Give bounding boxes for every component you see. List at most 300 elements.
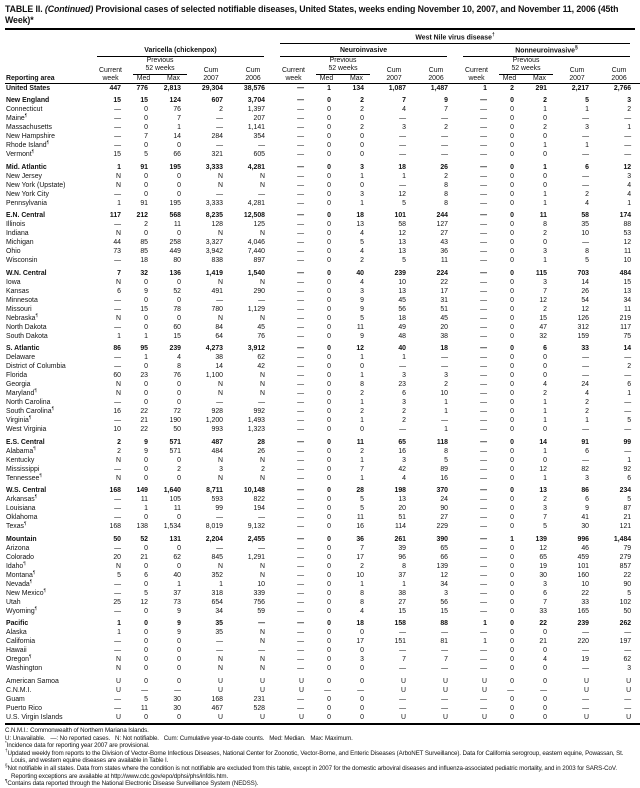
value-cell: N bbox=[260, 638, 265, 646]
value-cell: 5 bbox=[360, 239, 364, 247]
value-cell: 5 bbox=[360, 314, 364, 322]
value-cell: 0 bbox=[327, 465, 331, 473]
value-cell: 0 bbox=[177, 638, 181, 646]
value-cell: — bbox=[480, 323, 487, 331]
reporting-area-cell: Delaware bbox=[6, 354, 36, 362]
value-cell: 1,129 bbox=[247, 305, 265, 313]
previous-label: Previous bbox=[512, 57, 540, 64]
value-cell: 3 bbox=[402, 456, 406, 464]
value-cell: — bbox=[441, 115, 448, 123]
value-cell: 7 bbox=[543, 514, 547, 522]
value-cell: 2 bbox=[402, 408, 406, 416]
value-cell: — bbox=[480, 474, 487, 482]
value-cell: — bbox=[216, 647, 223, 655]
value-cell: 18 bbox=[140, 257, 148, 265]
value-cell: 14 bbox=[215, 363, 223, 371]
value-cell: 0 bbox=[327, 115, 331, 123]
value-cell: 1 bbox=[585, 417, 589, 425]
value-cell: 9 bbox=[144, 287, 148, 295]
value-cell: 234 bbox=[619, 487, 632, 495]
value-cell: 20 bbox=[113, 553, 121, 561]
value-cell: — bbox=[582, 181, 589, 189]
value-cell: — bbox=[297, 399, 304, 407]
value-cell: 0 bbox=[510, 257, 514, 265]
value-cell: 7,440 bbox=[247, 248, 265, 256]
table-row bbox=[5, 354, 640, 363]
value-cell: 9 bbox=[177, 607, 181, 615]
spacer bbox=[5, 31, 274, 44]
value-cell: 0 bbox=[327, 447, 331, 455]
value-cell: 780 bbox=[211, 305, 223, 313]
value-cell: 3 bbox=[627, 172, 632, 180]
value-cell: — bbox=[357, 686, 364, 694]
value-cell: 18 bbox=[398, 163, 406, 171]
value-cell: — bbox=[480, 514, 487, 522]
value-cell: 1,484 bbox=[613, 535, 632, 543]
value-cell: — bbox=[480, 332, 487, 340]
value-cell: 220 bbox=[577, 638, 589, 646]
table-row bbox=[5, 115, 640, 124]
value-cell: 18 bbox=[356, 620, 364, 628]
value-cell: 0 bbox=[327, 106, 331, 114]
value-cell: 38 bbox=[440, 332, 448, 340]
value-cell: 75 bbox=[623, 332, 632, 340]
value-cell: 0 bbox=[327, 695, 331, 703]
value-cell: 0 bbox=[144, 115, 148, 123]
value-cell: — bbox=[480, 278, 487, 286]
reporting-area-cell: S. Atlantic bbox=[6, 345, 40, 353]
value-cell: 1 bbox=[117, 163, 121, 171]
value-cell: 0 bbox=[510, 638, 514, 646]
value-cell: 6 bbox=[402, 390, 406, 398]
value-cell: 14 bbox=[623, 345, 632, 353]
value-cell: 1 bbox=[117, 332, 121, 340]
value-cell: 14 bbox=[539, 438, 547, 446]
value-cell: 928 bbox=[211, 408, 223, 416]
value-cell: 7 bbox=[360, 544, 364, 552]
value-cell: 15 bbox=[398, 607, 406, 615]
value-cell: — bbox=[480, 426, 487, 434]
value-cell: 1 bbox=[402, 354, 406, 362]
value-cell: 0 bbox=[177, 278, 181, 286]
value-cell: — bbox=[297, 181, 304, 189]
value-cell: 5 bbox=[543, 523, 547, 531]
value-cell: 2 bbox=[219, 106, 223, 114]
value-cell: 7 bbox=[402, 97, 406, 105]
value-cell: 5 bbox=[117, 571, 121, 579]
value-cell: U bbox=[584, 686, 589, 694]
value-cell: 224 bbox=[436, 269, 448, 277]
reporting-area-cell: Virginia¶ bbox=[6, 414, 32, 425]
value-cell: 117 bbox=[620, 323, 632, 331]
value-cell: 1 bbox=[627, 199, 632, 207]
wnv-group-label: West Nile virus disease bbox=[415, 34, 492, 42]
value-cell: 9 bbox=[360, 332, 364, 340]
table-row bbox=[5, 523, 640, 532]
value-cell: U bbox=[584, 677, 589, 685]
reporting-area-cell: E.N. Central bbox=[6, 212, 46, 220]
value-cell: 136 bbox=[169, 269, 181, 277]
value-cell: 1 bbox=[402, 172, 406, 180]
value-cell: 21 bbox=[623, 514, 632, 522]
value-cell: 0 bbox=[510, 363, 514, 371]
value-cell: 19 bbox=[539, 562, 547, 570]
value-cell: 51 bbox=[398, 514, 406, 522]
value-cell: 0 bbox=[327, 487, 331, 495]
cum-label: Cum bbox=[569, 66, 585, 74]
value-cell: 1,291 bbox=[247, 553, 265, 561]
footnote-asterisk: *Incidence data for reporting year 2007 are provisional. bbox=[5, 740, 150, 750]
spacer bbox=[91, 57, 130, 65]
nonneuroinvasive-group-header: Nonneuroinvasive§ bbox=[457, 44, 640, 57]
value-cell: 24 bbox=[581, 381, 589, 389]
value-cell: — bbox=[297, 426, 304, 434]
value-cell: 0 bbox=[510, 230, 514, 238]
value-cell: 3 bbox=[360, 656, 364, 664]
value-cell: 1 bbox=[177, 580, 181, 588]
value-cell: — bbox=[399, 629, 406, 637]
value-cell: 0 bbox=[510, 426, 514, 434]
table-row bbox=[5, 674, 640, 687]
value-cell: 1 bbox=[543, 399, 547, 407]
value-cell: 3 bbox=[585, 124, 589, 132]
table-row bbox=[5, 589, 640, 598]
value-cell: — bbox=[480, 456, 487, 464]
value-cell: 3 bbox=[543, 580, 547, 588]
value-cell: — bbox=[624, 142, 632, 150]
reporting-area-cell: Tennessee¶ bbox=[6, 472, 42, 482]
value-cell: U bbox=[626, 677, 632, 685]
value-cell: 47 bbox=[539, 323, 547, 331]
value-cell: 11 bbox=[440, 257, 448, 265]
value-cell: — bbox=[480, 142, 487, 150]
spacer bbox=[598, 57, 640, 65]
table-body bbox=[5, 84, 640, 725]
cum-label: Cum bbox=[611, 66, 627, 74]
value-cell: 62 bbox=[257, 354, 265, 362]
value-cell: 3 bbox=[543, 248, 547, 256]
reporting-area-cell: Pacific bbox=[6, 620, 29, 628]
value-cell: 996 bbox=[577, 535, 589, 543]
previous-label: Previous bbox=[146, 57, 174, 64]
value-cell: 22 bbox=[440, 278, 448, 286]
value-cell: 33 bbox=[539, 607, 547, 615]
value-cell: — bbox=[297, 607, 304, 615]
value-cell: 897 bbox=[253, 257, 265, 265]
value-cell: 52 bbox=[173, 287, 181, 295]
value-cell: 12 bbox=[398, 190, 406, 198]
reporting-area-cell: Kansas bbox=[6, 287, 29, 295]
value-cell: 0 bbox=[510, 221, 514, 229]
value-cell: — bbox=[480, 221, 487, 229]
value-cell: 50 bbox=[113, 535, 121, 543]
value-cell: 3 bbox=[627, 97, 632, 105]
value-cell: 195 bbox=[169, 163, 181, 171]
value-cell: 7 bbox=[144, 133, 148, 141]
value-cell: 2 bbox=[543, 97, 547, 105]
reporting-area-cell: Vermont¶ bbox=[6, 148, 35, 159]
value-cell: 138 bbox=[136, 523, 148, 531]
value-cell: — bbox=[216, 124, 223, 132]
region-total-row bbox=[5, 435, 640, 448]
value-cell: N bbox=[116, 181, 121, 189]
value-cell: 0 bbox=[510, 323, 514, 331]
value-cell: — bbox=[258, 296, 265, 304]
reporting-area-cell: New York (Upstate) bbox=[6, 181, 66, 189]
value-cell: 279 bbox=[619, 553, 632, 561]
value-cell: 1 bbox=[585, 106, 589, 114]
footnotes bbox=[5, 727, 635, 788]
value-cell: N bbox=[260, 314, 265, 322]
value-cell: 139 bbox=[535, 535, 547, 543]
value-cell: 484 bbox=[619, 269, 632, 277]
value-cell: — bbox=[297, 314, 304, 322]
table-row bbox=[5, 314, 640, 323]
value-cell: — bbox=[480, 505, 487, 513]
value-cell: 59 bbox=[257, 607, 265, 615]
value-cell: 158 bbox=[394, 620, 406, 628]
value-cell: 1 bbox=[360, 474, 364, 482]
value-cell: 60 bbox=[113, 372, 121, 380]
value-cell: 58 bbox=[581, 212, 589, 220]
value-cell: N bbox=[116, 656, 121, 664]
value-cell: 33 bbox=[581, 598, 589, 606]
value-cell: 459 bbox=[577, 553, 589, 561]
value-cell: — bbox=[297, 665, 304, 673]
table-header bbox=[5, 31, 640, 84]
table-title-rest: Provisional cases of selected notifiable diseases, United States, weeks ending November 10, 2007, and November 11, 2006 (45th Week)* bbox=[5, 4, 619, 25]
value-cell: U bbox=[218, 677, 223, 685]
value-cell: 4 bbox=[402, 474, 406, 482]
reporting-area-cell: West Virginia bbox=[6, 426, 47, 434]
value-cell: 0 bbox=[510, 496, 514, 504]
value-cell: N bbox=[116, 381, 121, 389]
value-cell: 46 bbox=[581, 544, 589, 552]
value-cell: — bbox=[480, 665, 487, 673]
value-cell: 0 bbox=[360, 142, 364, 150]
value-cell: 14 bbox=[173, 133, 181, 141]
value-cell: U bbox=[232, 713, 274, 724]
value-cell: — bbox=[441, 417, 448, 425]
value-cell: 7 bbox=[444, 106, 448, 114]
value-cell: — bbox=[297, 553, 304, 561]
value-cell: 2,813 bbox=[163, 84, 181, 92]
value-cell: N bbox=[260, 562, 265, 570]
value-cell: 0 bbox=[510, 456, 514, 464]
value-cell: 4 bbox=[543, 656, 547, 664]
value-cell: 53 bbox=[623, 230, 632, 238]
table-row bbox=[5, 363, 640, 372]
value-cell: 0 bbox=[327, 230, 331, 238]
value-cell: — bbox=[297, 287, 304, 295]
value-cell: 2 bbox=[543, 390, 547, 398]
value-cell: 0 bbox=[510, 647, 514, 655]
value-cell: 10 bbox=[257, 580, 265, 588]
year-2006-label: 2006 bbox=[598, 75, 640, 84]
value-cell: 0 bbox=[327, 142, 331, 150]
value-cell: 5 bbox=[627, 589, 632, 597]
value-cell: 0 bbox=[327, 562, 331, 570]
value-cell: N bbox=[260, 372, 265, 380]
value-cell: 115 bbox=[535, 269, 547, 277]
value-cell: 42 bbox=[257, 363, 265, 371]
table-row bbox=[5, 426, 640, 435]
value-cell: 17 bbox=[356, 638, 364, 646]
value-cell: — bbox=[399, 426, 406, 434]
value-cell: 568 bbox=[169, 212, 181, 220]
value-cell: 18 bbox=[398, 314, 406, 322]
value-cell: 0 bbox=[177, 456, 181, 464]
value-cell: 1 bbox=[627, 124, 632, 132]
value-cell: 0 bbox=[177, 677, 181, 685]
value-cell: 312 bbox=[577, 323, 589, 331]
value-cell: — bbox=[297, 345, 304, 353]
value-cell: 5 bbox=[402, 257, 406, 265]
value-cell: — bbox=[324, 686, 331, 694]
value-cell: — bbox=[480, 399, 487, 407]
value-cell: 36 bbox=[440, 248, 448, 256]
value-cell: — bbox=[480, 124, 487, 132]
value-cell: 4 bbox=[543, 381, 547, 389]
value-cell: — bbox=[297, 496, 304, 504]
value-cell: 38,576 bbox=[243, 84, 265, 92]
value-cell: N bbox=[260, 474, 265, 482]
value-cell: 8 bbox=[177, 363, 181, 371]
value-cell: 8,235 bbox=[205, 212, 223, 220]
table-row bbox=[5, 656, 640, 665]
value-cell: — bbox=[114, 704, 121, 712]
table-row bbox=[5, 447, 640, 456]
value-cell: 58 bbox=[398, 221, 406, 229]
value-cell: 0 bbox=[543, 354, 547, 362]
value-cell: N bbox=[218, 381, 223, 389]
value-cell: — bbox=[258, 514, 265, 522]
value-cell: 0 bbox=[327, 571, 331, 579]
value-cell: — bbox=[582, 629, 589, 637]
value-cell: 3 bbox=[360, 190, 364, 198]
value-cell: 87 bbox=[623, 505, 632, 513]
value-cell: 9 bbox=[360, 296, 364, 304]
spacer bbox=[415, 57, 457, 65]
value-cell: 2 bbox=[117, 438, 121, 446]
value-cell: 0 bbox=[360, 695, 364, 703]
value-cell: — bbox=[480, 97, 487, 105]
footnote-pilcrow: ¶Contains data reported through the National Electronic Disease Surveillance System (NEDSS). bbox=[5, 778, 259, 788]
value-cell: — bbox=[216, 514, 223, 522]
value-cell: 62 bbox=[173, 553, 181, 561]
value-cell: 3,704 bbox=[247, 97, 265, 105]
region-total-row bbox=[5, 341, 640, 354]
value-cell: — bbox=[114, 305, 121, 313]
value-cell: — bbox=[624, 133, 632, 141]
value-cell: 15 bbox=[140, 97, 148, 105]
value-cell: — bbox=[480, 381, 487, 389]
value-cell: 36 bbox=[356, 535, 364, 543]
value-cell: 13 bbox=[539, 487, 547, 495]
value-cell: 3,327 bbox=[205, 239, 223, 247]
value-cell: 0 bbox=[543, 426, 547, 434]
value-cell: — bbox=[114, 417, 121, 425]
value-cell: 0 bbox=[327, 363, 331, 371]
table-row bbox=[5, 408, 640, 417]
value-cell: 321 bbox=[211, 151, 223, 159]
value-cell: — bbox=[480, 372, 487, 380]
value-cell: 0 bbox=[144, 544, 148, 552]
value-cell: — bbox=[582, 647, 589, 655]
value-cell: 0 bbox=[327, 580, 331, 588]
value-cell: 38 bbox=[398, 589, 406, 597]
value-cell: 134 bbox=[352, 84, 364, 92]
reporting-area-cell: Indiana bbox=[6, 230, 29, 238]
value-cell: 2,204 bbox=[205, 535, 223, 543]
value-cell: 15 bbox=[539, 314, 547, 322]
value-cell: — bbox=[297, 163, 304, 171]
value-cell: 239 bbox=[169, 345, 181, 353]
value-cell: 1 bbox=[327, 84, 331, 92]
value-cell: 0 bbox=[144, 562, 148, 570]
value-cell: — bbox=[114, 190, 121, 198]
spacer bbox=[373, 57, 415, 65]
value-cell: U bbox=[274, 713, 313, 724]
value-cell: — bbox=[297, 305, 304, 313]
reporting-area-cell: Louisiana bbox=[6, 505, 36, 513]
value-cell: — bbox=[480, 212, 487, 220]
value-cell: 76 bbox=[257, 332, 265, 340]
region-total-row bbox=[5, 160, 640, 173]
value-cell: — bbox=[480, 598, 487, 606]
value-cell: 0 bbox=[360, 647, 364, 655]
value-cell: 0 bbox=[327, 269, 331, 277]
reporting-area-cell: Oklahoma bbox=[6, 514, 38, 522]
value-cell: 0 bbox=[327, 172, 331, 180]
value-cell: — bbox=[114, 638, 121, 646]
value-cell: N bbox=[218, 390, 223, 398]
value-cell: 0 bbox=[496, 713, 523, 724]
value-cell: — bbox=[582, 239, 589, 247]
value-cell: 838 bbox=[211, 257, 223, 265]
value-cell: 33 bbox=[581, 345, 589, 353]
table-row bbox=[5, 496, 640, 505]
value-cell: 1 bbox=[543, 417, 547, 425]
value-cell: — bbox=[297, 172, 304, 180]
value-cell: 26 bbox=[581, 287, 589, 295]
value-cell: 45 bbox=[398, 296, 406, 304]
value-cell: 15 bbox=[623, 278, 632, 286]
value-cell: 0 bbox=[327, 181, 331, 189]
value-cell: 2 bbox=[117, 447, 121, 455]
value-cell: 16 bbox=[113, 408, 121, 416]
current-label: Current bbox=[282, 66, 305, 74]
value-cell: 6 bbox=[543, 589, 547, 597]
value-cell: 0 bbox=[543, 372, 547, 380]
value-cell: U bbox=[299, 686, 304, 694]
value-cell: 0 bbox=[144, 323, 148, 331]
value-cell: N bbox=[218, 172, 223, 180]
value-cell: 0 bbox=[543, 629, 547, 637]
reporting-area-cell: New Jersey bbox=[6, 172, 42, 180]
value-cell: 0 bbox=[327, 345, 331, 353]
value-cell: 0 bbox=[510, 695, 514, 703]
value-cell: 1 bbox=[360, 399, 364, 407]
value-cell: — bbox=[480, 133, 487, 141]
table-row bbox=[5, 133, 640, 142]
value-cell: 0 bbox=[327, 239, 331, 247]
value-cell: 34 bbox=[440, 580, 448, 588]
reporting-area-cell: Hawaii bbox=[6, 647, 27, 655]
value-cell: — bbox=[297, 106, 304, 114]
subheader-row-2 bbox=[5, 75, 640, 84]
table-row bbox=[5, 456, 640, 465]
